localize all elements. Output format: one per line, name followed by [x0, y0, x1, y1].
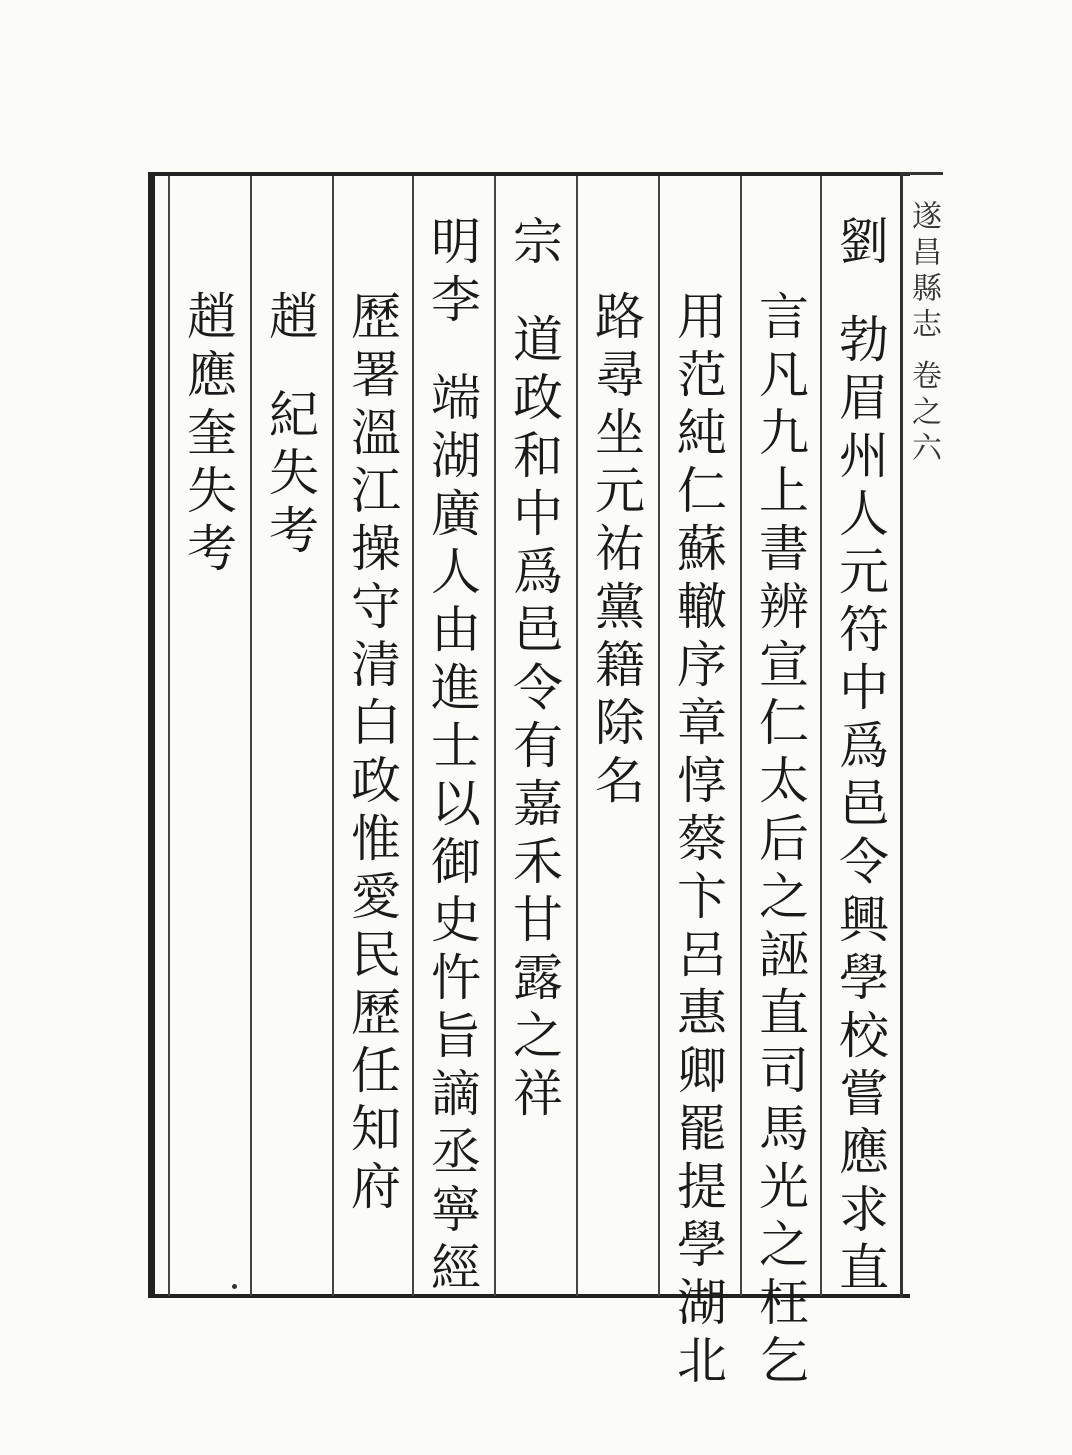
column-rule [740, 176, 742, 1296]
column-text: 言凡九上書辨宣仁太后之誣直司馬光之枉乞 [751, 290, 809, 1392]
column-rule [412, 176, 414, 1296]
text-column-4 [588, 290, 644, 812]
column-rule [332, 176, 334, 1296]
column-heading: 趙 [261, 290, 319, 348]
margin-title: 遂昌縣志 [906, 200, 941, 344]
column-text: 道政和中爲邑令有嘉禾甘露之祥 [505, 313, 563, 1125]
text-column-6 [424, 215, 480, 1299]
column-rule [494, 176, 496, 1296]
text-column-7 [344, 290, 400, 1218]
column-heading: 明李 [423, 215, 481, 331]
column-rule [168, 176, 170, 1296]
text-column-2 [752, 290, 808, 1392]
column-heading: 劉 [831, 215, 889, 273]
ink-dot [232, 1284, 237, 1289]
column-rule [250, 176, 252, 1296]
column-text: 用范純仁蘇轍序章惇蔡卞呂惠卿罷提學湖北 [669, 290, 727, 1392]
column-heading: 宗 [505, 215, 563, 273]
text-column-3 [670, 290, 726, 1392]
column-text: 勃眉州人元符中爲邑令興學校嘗應求直 [831, 313, 889, 1299]
column-rule [576, 176, 578, 1296]
column-heading: 趙應奎失考 [179, 290, 237, 580]
text-column-5 [506, 215, 562, 1125]
column-rule [820, 176, 822, 1296]
text-column-1 [832, 215, 888, 1299]
column-text: 路尋坐元祐黨籍除名 [587, 290, 645, 812]
margin-label [906, 200, 940, 468]
text-column-9 [180, 290, 236, 580]
column-text: 端湖廣人由進士以御史忤旨謫丞寧經 [423, 371, 481, 1299]
column-rule [658, 176, 660, 1296]
column-text: 歷署溫江操守清白政惟愛民歷任知府 [343, 290, 401, 1218]
text-column-8 [262, 290, 318, 562]
column-text: 紀失考 [261, 388, 319, 562]
margin-section: 卷之六 [906, 359, 941, 468]
